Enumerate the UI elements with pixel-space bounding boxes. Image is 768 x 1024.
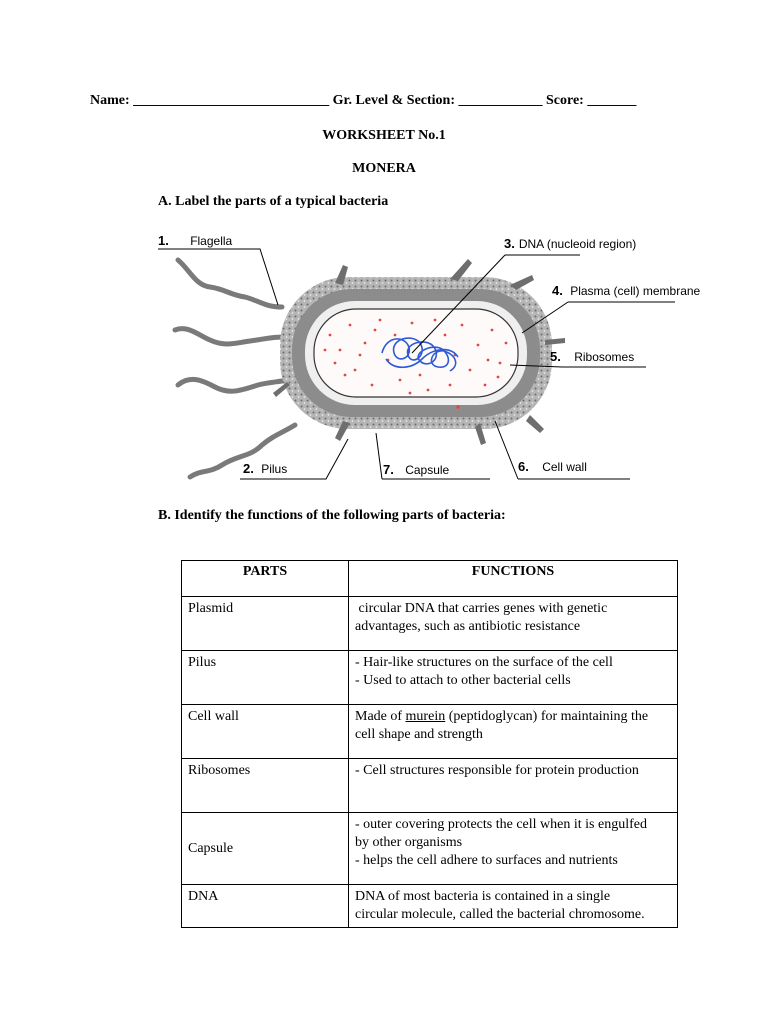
section-a-title: A. Label the parts of a typical bacteria: [158, 194, 389, 209]
function-cell: [349, 885, 678, 928]
function-cell: [349, 813, 678, 885]
function-cell: [349, 597, 678, 651]
bacteria-illustration: [150, 225, 730, 490]
column-header-functions: FUNCTIONS: [349, 561, 678, 597]
label-7-capsule: [383, 462, 449, 477]
table-row: [182, 597, 678, 651]
label-number: 7.: [383, 462, 394, 477]
label-4-plasma-membrane: [552, 283, 700, 298]
bacteria-diagram: [150, 225, 730, 490]
column-header-parts: PARTS: [182, 561, 349, 597]
function-text: (peptidoglycan) for maintaining the: [445, 709, 649, 724]
function-cell: [349, 759, 678, 813]
function-text: - Hair-like structures on the surface of the cell: [355, 655, 613, 670]
function-text-underlined: murein: [405, 709, 446, 724]
label-2-pilus: [243, 461, 287, 476]
label-text: Plasma (cell) membrane: [570, 284, 701, 298]
function-cell: [349, 705, 678, 759]
label-number: 2.: [243, 461, 254, 476]
label-number: 1.: [158, 233, 169, 248]
function-text: DNA of most bacteria is contained in a single: [355, 889, 611, 904]
function-text: by other organisms: [355, 835, 463, 850]
section-b-title: B. Identify the functions of the following parts of bacteria:: [158, 508, 506, 523]
table-row: [182, 651, 678, 705]
label-text: Capsule: [405, 463, 450, 477]
label-text: Ribosomes: [574, 350, 635, 364]
label-number: 6.: [518, 459, 529, 474]
functions-table: [181, 560, 678, 928]
label-text: DNA (nucleoid region): [518, 237, 637, 251]
function-text: circular DNA that carries genes with genetic: [355, 601, 608, 616]
function-text: circular molecule, called the bacterial chromosome.: [355, 907, 645, 922]
function-text: advantages, such as antibiotic resistance: [355, 619, 581, 634]
label-5-ribosomes: [550, 349, 634, 364]
function-text: - Used to attach to other bacterial cells: [355, 673, 571, 688]
function-text: - Cell structures responsible for protein production: [355, 763, 639, 778]
function-cell: [349, 651, 678, 705]
part-cell: Ribosomes: [182, 759, 349, 813]
topic-title: MONERA: [352, 161, 416, 176]
table-row: [182, 705, 678, 759]
table-row: [182, 885, 678, 928]
function-text: Made of: [355, 709, 406, 724]
student-info-line: Name: ____________________________ Gr. Level & Section: ____________ Score: _______: [90, 93, 637, 108]
part-cell: DNA: [182, 885, 349, 928]
function-text: - outer covering protects the cell when it is engulfed: [355, 817, 647, 832]
label-text: Pilus: [261, 462, 288, 476]
part-cell: Cell wall: [182, 705, 349, 759]
label-6-cell-wall: [518, 459, 587, 474]
label-text: Cell wall: [542, 460, 587, 474]
function-text: cell shape and strength: [355, 727, 483, 742]
label-number: 3.: [504, 236, 515, 251]
worksheet-title: WORKSHEET No.1: [322, 128, 446, 143]
label-3-dna: [504, 236, 636, 251]
flagella-group: [175, 260, 295, 477]
part-cell: Capsule: [182, 813, 349, 885]
label-number: 5.: [550, 349, 561, 364]
table-row: [182, 759, 678, 813]
label-1-flagella: [158, 233, 232, 248]
part-cell: Pilus: [182, 651, 349, 705]
table-header-row: [182, 561, 678, 597]
function-text: - helps the cell adhere to surfaces and nutrients: [355, 853, 618, 868]
label-text: Flagella: [190, 234, 233, 248]
part-cell: Plasmid: [182, 597, 349, 651]
label-number: 4.: [552, 283, 563, 298]
table-row: [182, 813, 678, 885]
